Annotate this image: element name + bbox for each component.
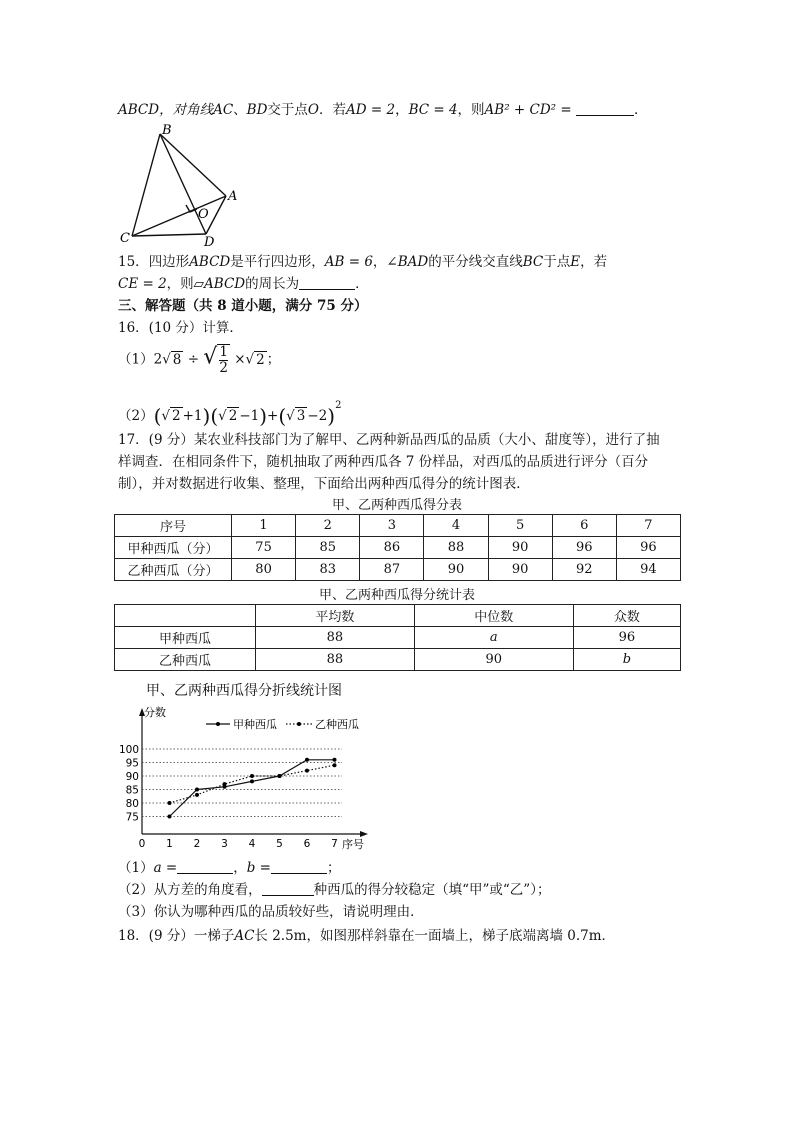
table-cell: 7 [616, 515, 680, 537]
data-point-yi [305, 769, 309, 773]
q15-line2 [118, 274, 369, 294]
q17-sub1-b: b = [246, 860, 271, 876]
data-point-yi [168, 801, 172, 805]
quadrilateral-figure [112, 120, 252, 250]
y-tick-label: 95 [125, 757, 139, 770]
x-axis-label: 序号 [342, 838, 364, 851]
q14-ad: AD = 2 [346, 102, 396, 118]
x-tick-label: 3 [221, 838, 228, 850]
legend-marker-yi [297, 722, 301, 726]
table-cell: 1 [232, 515, 296, 537]
table-cell [115, 605, 256, 627]
table2-caption: 甲、乙两种西瓜得分统计表 [318, 588, 475, 603]
score-table [114, 514, 681, 581]
table-cell: 88 [424, 537, 488, 559]
table-cell: 80 [232, 559, 296, 581]
table-cell: 90 [414, 649, 573, 671]
sqrt-icon: √ [162, 351, 171, 368]
legend-label-yi: 乙种西瓜 [315, 718, 359, 731]
legend-marker-jia [216, 722, 220, 726]
sqrt-icon: √ [161, 408, 171, 424]
table-cell: 85 [296, 537, 360, 559]
data-point-jia [195, 788, 199, 792]
q17-sub1-end: ； [327, 860, 341, 876]
table-cell: 88 [256, 627, 415, 649]
q18-line [118, 926, 615, 946]
label-c: C [120, 231, 130, 246]
sqrt-icon: √ [286, 408, 295, 424]
q17-sub1-label: （1） [118, 860, 154, 876]
table-cell: 90 [488, 537, 552, 559]
table-cell: 88 [256, 649, 415, 671]
q15-ab: AB = 6 [324, 254, 373, 270]
q14-expr: AB² + CD² = [484, 102, 572, 118]
chart-title: 甲、乙两种西瓜得分折线统计图 [146, 683, 342, 699]
q16-title: 16．(10 分）计算． [118, 320, 243, 336]
q14-end: ． [634, 102, 648, 118]
q16-p2-r2b: 2 [228, 408, 238, 424]
data-point-jia [250, 779, 254, 783]
q14-text3: ．若 [319, 102, 346, 118]
x-tick-label: 2 [193, 838, 201, 850]
q16-p1-times: × [234, 351, 246, 368]
q15-text: 是平行四边形， [230, 254, 325, 270]
table-cell: 2 [296, 515, 360, 537]
q15-text: ，则 [166, 276, 194, 292]
series-line-yi [170, 765, 335, 803]
table-cell: 乙种西瓜（分） [115, 559, 232, 581]
table-cell: 96 [616, 537, 680, 559]
q18-ac: AC [234, 928, 255, 944]
q17-sub2-post: 种西瓜的得分较稳定（填“甲”或“乙”）； [313, 882, 551, 898]
table1-caption: 甲、乙两种西瓜得分表 [331, 498, 462, 513]
stats-table [114, 604, 681, 671]
q18-pre: 18．(9 分）一梯子 [118, 928, 235, 944]
y-tick-label: 100 [118, 744, 139, 756]
table-header-row [115, 515, 681, 537]
q14-ac: AC [213, 102, 234, 118]
table-cell: 96 [552, 537, 616, 559]
q15-ce: CE = 2 [118, 276, 167, 292]
table-row [115, 559, 681, 581]
table-cell: 92 [552, 559, 616, 581]
q17-sub2-pre: （2）从方差的角度看， [118, 882, 262, 898]
q14-line [118, 100, 648, 120]
q15-answer-blank[interactable] [299, 275, 355, 290]
q17-sub3: （3）你认为哪种西瓜的品质较好些，请说明理由． [118, 904, 424, 920]
q15-text: 四边形 [148, 254, 190, 270]
q16-p2-r2a: 2 [172, 408, 181, 424]
q14-o: O [307, 102, 319, 118]
q15-text: ， [372, 254, 387, 270]
table-cell: 6 [552, 515, 616, 537]
answer-b-blank[interactable] [271, 859, 327, 874]
data-point-yi [278, 774, 282, 778]
q16-p2-square: 2 [335, 400, 342, 411]
table-cell: 中位数 [414, 605, 573, 627]
data-point-yi [333, 763, 337, 767]
series-line-jia [170, 760, 335, 817]
q16-p2-r3: 3 [296, 408, 306, 424]
table-cell: 众数 [573, 605, 680, 627]
answer-variance-blank[interactable] [262, 881, 314, 896]
q16-p1-div: ÷ [187, 351, 199, 368]
table-row [115, 627, 681, 649]
q17-line1: 17．(9 分）某农业科技部门为了解甲、乙两种新品西瓜的品质（大小、甜度等），进行了抽 [118, 432, 660, 448]
q15-abcd: ABCD [189, 254, 231, 270]
table-header-row [115, 605, 681, 627]
q17-sub1 [118, 858, 341, 878]
x-tick-label: 6 [303, 838, 311, 850]
q17-sub2 [118, 880, 550, 900]
q16-p2-plus1: +1 [182, 408, 203, 424]
q14-text2: 交于点 [267, 102, 308, 118]
q16-part1 [118, 344, 280, 378]
q16-p1-end: ； [266, 351, 281, 368]
table-cell: 90 [488, 559, 552, 581]
q14-bd: BD [246, 102, 268, 118]
q18-post: 长 2.5m，如图那样斜靠在一面墙上，梯子底端离墙 0.7m． [254, 928, 616, 944]
q16-p1-label: （1） [118, 351, 154, 368]
q14-sep: 、 [233, 102, 247, 118]
sqrt-icon: √ [218, 408, 227, 424]
table-cell: 3 [360, 515, 424, 537]
table-row [115, 537, 681, 559]
table-cell: 83 [296, 559, 360, 581]
y-tick-label: 75 [125, 811, 139, 824]
data-point-jia [305, 758, 309, 762]
x-tick-label: 0 [138, 838, 146, 850]
table-cell: 94 [616, 559, 680, 581]
q15-bc: BC [522, 254, 544, 270]
q16-p1-radicand: 8 [172, 351, 182, 368]
q15-text: ，若 [580, 254, 608, 270]
label-a: A [228, 189, 238, 204]
data-point-yi [195, 793, 199, 797]
q16-p2-minus2: −2 [307, 408, 328, 424]
table-cell: 5 [488, 515, 552, 537]
data-point-jia [168, 815, 172, 819]
table-cell: 96 [573, 627, 680, 649]
q15-number: 15． [118, 254, 149, 270]
data-point-yi [223, 782, 227, 786]
x-tick-label: 4 [248, 838, 256, 850]
table-cell: 平均数 [256, 605, 415, 627]
table-cell: 4 [424, 515, 488, 537]
data-point-jia [333, 758, 337, 762]
q14-answer-blank[interactable] [576, 101, 634, 116]
q16-p1-radicand2: 2 [256, 351, 265, 368]
table-cell: 90 [424, 559, 488, 581]
table-cell: 甲种西瓜（分） [115, 537, 232, 559]
q16-p2-label: （2） [118, 408, 154, 424]
q15-end: ． [355, 276, 369, 292]
y-tick-label: 80 [125, 798, 139, 810]
q15-parallelogram: ▱ABCD [193, 276, 246, 292]
x-tick-label: 1 [166, 838, 173, 850]
q17-sub1-sep: ， [233, 860, 247, 876]
label-d: D [204, 235, 215, 250]
q16-p1-frac-num: 1 [219, 344, 228, 360]
q17-line2: 样调查．在相同条件下，随机抽取了两种西瓜各 7 份样品，对西瓜的品质进行评分（百分 [118, 454, 649, 470]
y-tick-label: 85 [125, 784, 139, 797]
q15-angle: ∠BAD [386, 254, 429, 270]
table-cell: 75 [232, 537, 296, 559]
q15-line1 [118, 252, 607, 272]
q14-text4: ，则 [457, 102, 485, 118]
sqrt-icon: √ [203, 344, 218, 370]
x-tick-label: 5 [276, 838, 283, 850]
sqrt-icon: √ [245, 351, 255, 368]
table-cell: a [414, 627, 573, 649]
data-point-yi [250, 774, 254, 778]
q16-p2-plus: + [267, 408, 279, 424]
q15-text: 的周长为 [245, 276, 300, 292]
q15-e: E [570, 254, 581, 270]
table-cell: 乙种西瓜 [115, 649, 256, 671]
table-cell: b [573, 649, 680, 671]
y-axis-label: 分数 [144, 706, 166, 719]
q14-bc: BC = 4 [408, 102, 458, 118]
answer-a-blank[interactable] [177, 859, 233, 874]
label-o: O [198, 207, 209, 222]
q14-comma: ， [395, 102, 409, 118]
q17-sub1-a: a = [153, 860, 178, 876]
legend-label-jia: 甲种西瓜 [233, 718, 277, 731]
q16-p1-frac-den: 2 [219, 360, 228, 376]
x-tick-label: 7 [331, 838, 338, 850]
q15-text: 于点 [543, 254, 571, 270]
label-b: B [162, 123, 172, 138]
q17-line3: 制），并对数据进行收集、整理，下面给出两种西瓜得分的统计图表． [118, 476, 530, 492]
line-chart [114, 700, 404, 860]
table-cell: 86 [360, 537, 424, 559]
q15-text: 的平分线交直线 [428, 254, 523, 270]
table-cell: 甲种西瓜 [115, 627, 256, 649]
q14-text: ABCD，对角线 [118, 102, 214, 118]
section-heading: 三、解答题（共 8 道小题，满分 75 分） [118, 298, 368, 314]
table-cell: 87 [360, 559, 424, 581]
table-row [115, 649, 681, 671]
y-tick-label: 90 [125, 771, 139, 783]
q16-p2-minus1: −1 [239, 408, 260, 424]
q16-p1-coef: 2 [153, 351, 163, 368]
table-cell: 序号 [115, 515, 232, 537]
q16-part2: （2）(√ 2 +1)(√ 2 −1)+(√ 3 −2)$^2$ [118, 400, 342, 428]
x-axis-arrow-icon [360, 831, 368, 837]
